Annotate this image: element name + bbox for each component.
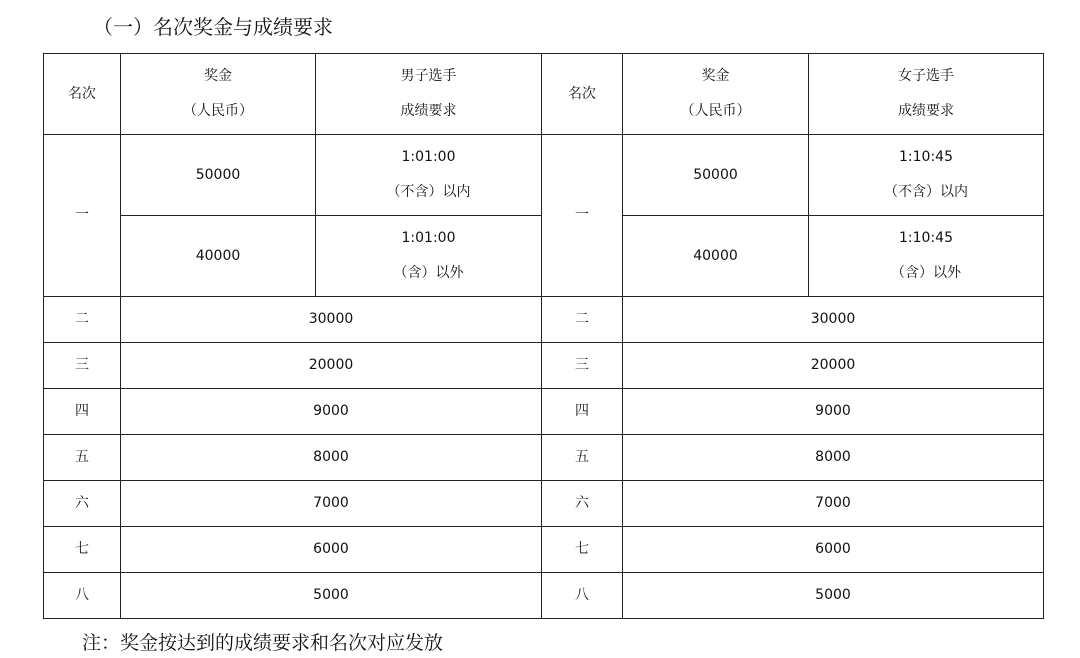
men-rank-cell: 七 xyxy=(44,527,121,573)
women-prize-cell: 30000 xyxy=(623,297,1044,343)
men-first-requirement-a xyxy=(316,135,542,216)
requirement-time: 1:10:45 xyxy=(899,230,953,246)
section-heading: （一）名次奖金与成绩要求 xyxy=(93,15,333,39)
women-prize-cell: 20000 xyxy=(623,343,1044,389)
men-prize-cell: 8000 xyxy=(121,435,542,481)
men-first-prize-b: 40000 xyxy=(121,216,316,297)
men-header-line1: 男子选手 xyxy=(400,68,457,84)
women-requirement-header xyxy=(809,54,1044,135)
men-first-requirement-b xyxy=(316,216,542,297)
prize-header-line2: （人民币） xyxy=(680,103,751,119)
women-rank-cell: 七 xyxy=(542,527,623,573)
prize-header-line2: （人民币） xyxy=(183,103,253,119)
prize-table xyxy=(43,53,1044,619)
men-rank-header: 名次 xyxy=(44,54,121,135)
table-row xyxy=(44,527,1044,573)
men-prize-header xyxy=(121,54,316,135)
requirement-condition: （含）以外 xyxy=(891,265,961,281)
men-prize-cell: 5000 xyxy=(121,573,542,619)
prize-header-line1: 奖金 xyxy=(204,68,232,84)
women-prize-cell: 8000 xyxy=(623,435,1044,481)
prize-header-line1: 奖金 xyxy=(701,68,730,84)
women-rank-header: 名次 xyxy=(542,54,623,135)
table-row xyxy=(44,573,1044,619)
men-prize-cell: 6000 xyxy=(121,527,542,573)
men-first-rank-cell: 一 xyxy=(44,135,121,297)
men-prize-cell: 20000 xyxy=(121,343,542,389)
women-prize-cell: 5000 xyxy=(623,573,1044,619)
women-rank-cell: 八 xyxy=(542,573,623,619)
women-first-requirement-b xyxy=(809,216,1044,297)
women-first-requirement-a xyxy=(809,135,1044,216)
women-rank-cell: 三 xyxy=(542,343,623,389)
men-rank-cell: 八 xyxy=(44,573,121,619)
requirement-condition: （含）以外 xyxy=(393,265,464,281)
table-row xyxy=(44,297,1044,343)
women-prize-cell: 6000 xyxy=(623,527,1044,573)
women-rank-cell: 六 xyxy=(542,481,623,527)
men-first-prize-a: 50000 xyxy=(121,135,316,216)
requirement-time: 1:10:45 xyxy=(899,149,953,165)
women-first-prize-a: 50000 xyxy=(623,135,809,216)
requirement-time: 1:01:00 xyxy=(401,230,456,246)
women-rank-cell: 四 xyxy=(542,389,623,435)
men-prize-cell: 9000 xyxy=(121,389,542,435)
men-requirement-header xyxy=(316,54,542,135)
first-place-row-a xyxy=(44,135,1044,216)
table-row xyxy=(44,481,1044,527)
prize-table-body xyxy=(44,54,1044,619)
requirement-condition: （不含）以内 xyxy=(884,184,968,200)
women-header-line2: 成绩要求 xyxy=(898,103,954,119)
table-row xyxy=(44,343,1044,389)
footnote: 注：奖金按达到的成绩要求和名次对应发放 xyxy=(82,632,444,654)
women-rank-cell: 二 xyxy=(542,297,623,343)
requirement-time: 1:01:00 xyxy=(401,149,456,165)
women-prize-header xyxy=(623,54,809,135)
women-first-prize-b: 40000 xyxy=(623,216,809,297)
men-rank-cell: 二 xyxy=(44,297,121,343)
men-rank-cell: 五 xyxy=(44,435,121,481)
men-prize-cell: 30000 xyxy=(121,297,542,343)
women-prize-cell: 7000 xyxy=(623,481,1044,527)
men-rank-cell: 四 xyxy=(44,389,121,435)
women-header-line1: 女子选手 xyxy=(898,68,954,84)
table-row xyxy=(44,389,1044,435)
men-header-line2: 成绩要求 xyxy=(400,103,457,119)
men-rank-cell: 三 xyxy=(44,343,121,389)
table-row xyxy=(44,435,1044,481)
men-rank-cell: 六 xyxy=(44,481,121,527)
women-prize-cell: 9000 xyxy=(623,389,1044,435)
women-rank-cell: 五 xyxy=(542,435,623,481)
requirement-condition: （不含）以内 xyxy=(386,184,471,200)
women-first-rank-cell: 一 xyxy=(542,135,623,297)
men-prize-cell: 7000 xyxy=(121,481,542,527)
table-header-row xyxy=(44,54,1044,135)
